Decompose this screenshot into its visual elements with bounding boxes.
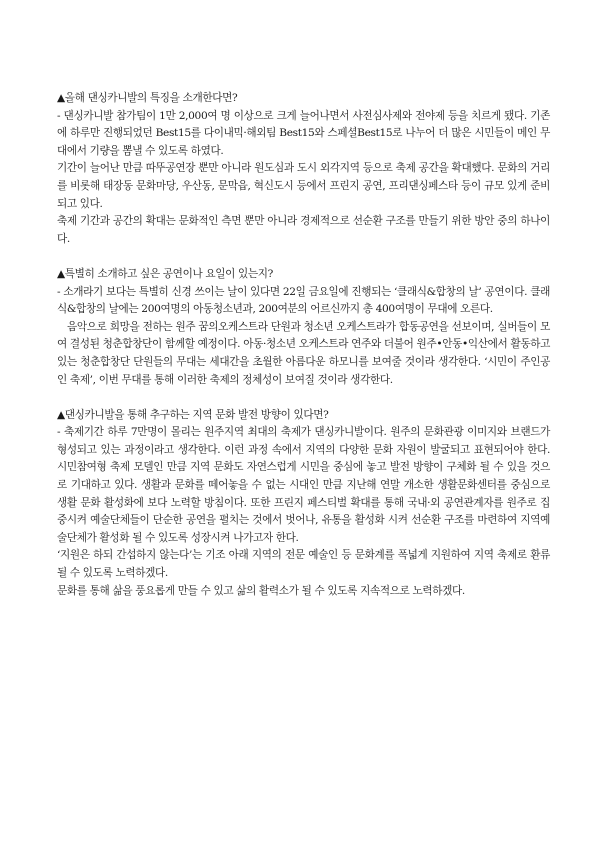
answer-paragraph: 음악으로 희망을 전하는 원주 꿈의오케스트라 단원과 청소년 오케스트라가 합동공연을 선보이며, 실버들이 모여 결성된 청춘합창단이 함께할 예정이다. 아동·청소년 오케스트라 연주와 더불어 원주•안동•익산에서 활동하고 있는 청춘합창단 단원들의 무대는 세대간을 초월한 아름다운 하모니를 보여줄 것이라 생각한다. ‘시민이 주인공인 축제’, 이번 무대를 통해 이러한 축제의 정체성이 보여질 것이라 생각한다.: [57, 320, 550, 386]
section-featured-performance: [57, 266, 550, 389]
answer-paragraph: - 축제기간 하루 7만명이 몰리는 원주지역 최대의 축제가 댄싱카니발이다. 원주의 문화관광 이미지와 브랜드가 형성되고 있는 과정이라고 생각한다. 이런 과정 속에서 지역의 다양한 문화 자원이 발굴되고 표현되어야 한다. 시민참여형 축제 모델인 만큼 지역 문화도 자연스럽게 시민을 중심에 놓고 발전 방향이 구체화 될 수 있을 것으로 기대하고 있다. 생활과 문화를 떼어놓을 수 없는 시대인 만큼 지난해 연말 개소한 생활문화센터를 중심으로 생활 문화 활성화에 보다 노력할 방침이다. 또한 프린지 페스티벌 확대를 통해 국내·외 공연관계자를 원주로 집중시켜 예술단체들이 단순한 공연을 펼치는 것에서 벗어나, 유통을 활성화 시켜 선순환 구조를 마련하여 지역예술단체가 활성화 될 수 있도록 성장시켜 나가고자 한다.: [57, 426, 550, 544]
section-regional-culture: [57, 407, 550, 601]
answer-paragraph: 축제 기간과 공간의 확대는 문화적인 측면 뿐만 아니라 경제적으로 선순환 구조를 만들기 위한 방안 중의 하나이다.: [57, 215, 550, 245]
question-heading: ▲댄싱카니발을 통해 추구하는 지역 문화 발전 방향이 있다면?: [57, 408, 329, 421]
answer-paragraph: 문화를 통해 삶을 풍요롭게 만들 수 있고 삶의 활력소가 될 수 있도록 지속적으로 노력하겠다.: [57, 584, 465, 597]
answer-paragraph: - 소개라기 보다는 특별히 신경 쓰이는 날이 있다면 22일 금요일에 진행되는 ‘클래식&합창의 날’ 공연이다. 클래식&합창의 날에는 200여명의 아동청소년과, 200여분의 어르신까지 총 400여명이 무대에 오른다.: [57, 285, 550, 316]
question-heading: ▲올해 댄싱카니발의 특징을 소개한다면?: [57, 92, 238, 104]
document-page: [57, 90, 550, 618]
question-heading: ▲특별히 소개하고 싶은 공연이나 요일이 있는지?: [57, 267, 274, 280]
answer-paragraph: 기간이 늘어난 만큼 따뚜공연장 뿐만 아니라 원도심과 도시 외각지역 등으로 축제 공간을 확대했다. 문화의 거리를 비롯해 태장동 문화마당, 우산동, 문막읍, 혁신도시 등에서 프린지 공연, 프리댄싱페스타 등이 규모 있게 준비되고 있다.: [57, 162, 550, 210]
answer-paragraph: - 댄싱카니발 참가팀이 1만 2,000여 명 이상으로 크게 늘어나면서 사전심사제와 전야제 등을 치르게 됐다. 기존에 하루만 진행되었던 Best15를 다이내믹·해외팀 Best15와 스페셜Best15로 나누어 더 많은 시민들이 메인 무대에서 기량을 뽐낼 수 있도록 하였다.: [57, 109, 550, 157]
answer-paragraph: ‘지원은 하되 간섭하지 않는다’는 기조 아래 지역의 전문 예술인 등 문화계를 폭넓게 지원하여 지역 축제로 환류 될 수 있도록 노력하겠다.: [57, 549, 550, 580]
section-festival-features: [57, 90, 550, 248]
